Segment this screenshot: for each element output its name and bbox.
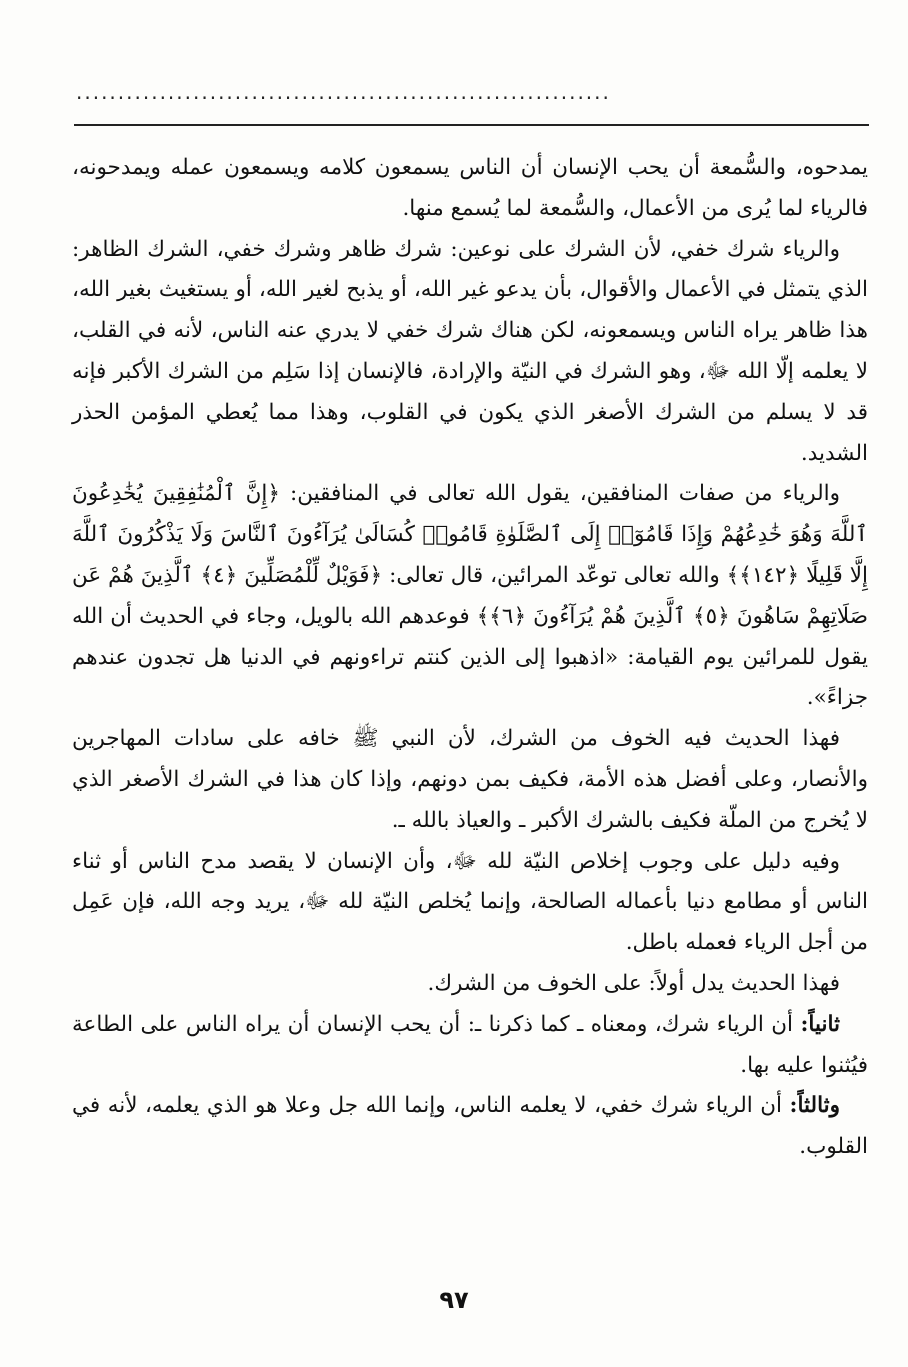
- paragraph-8: [72, 1086, 868, 1168]
- paragraph-4: فهذا الحديث فيه الخوف من الشرك، لأن النبي ﷺ خافه على سادات المهاجرين والأنصار، وعلى أفضل هذه الأمة، فكيف بمن دونهم، وإذا كان هذا في الشرك الأصغر الذي لا يُخرج من الملّة فكيف بالشرك الأكبر ـ والعياذ بالله ـ.: [72, 726, 868, 833]
- page-number: ٩٧: [439, 1286, 469, 1314]
- paragraph-7: [72, 1005, 868, 1087]
- paragraph-8-lead: وثالثاً:: [789, 1093, 840, 1119]
- paragraph-1: يمدحوه، والسُّمعة أن يحب الإنسان أن الناس يسمعون كلامه ويسمعون عمله ويمدحونه، فالرياء لما يُرى من الأعمال، والسُّمعة لما يُسمع منها.: [72, 155, 868, 221]
- paragraph-8-text: أن الرياء شرك خفي، لا يعلمه الناس، وإنما الله جل وعلا هو الذي يعلمه، لأنه في القلوب.: [72, 1093, 868, 1160]
- header-leader-dots: ................................................................: [76, 80, 611, 104]
- header-rule: [74, 124, 869, 126]
- paragraph-7-text: أن الرياء شرك، ومعناه ـ كما ذكرنا ـ: أن يحب الإنسان أن يراه الناس على الطاعة فيُثنوا عليه بها.: [72, 1011, 868, 1078]
- paragraph-3: والرياء من صفات المنافقين، يقول الله تعالى في المنافقين: ﴿إِنَّ ٱلْمُنَٰفِقِينَ يُخَٰدِعُونَ ٱللَّهَ وَهُوَ خَٰدِعُهُمْ وَإِذَا قَامُوٓا۟ إِلَى ٱلصَّلَوٰةِ قَامُوا۟ كُسَالَىٰ يُرَآءُونَ ٱلنَّاسَ وَلَا يَذْكُرُونَ ٱللَّهَ إِلَّا قَلِيلًا ﴿١٤٢﴾﴾ والله تعالى توعّد المرائين، قال تعالى: ﴿فَوَيْلٌ لِّلْمُصَلِّينَ ﴿٤﴾ ٱلَّذِينَ هُمْ عَن صَلَاتِهِمْ سَاهُونَ ﴿٥﴾ ٱلَّذِينَ هُمْ يُرَآءُونَ ﴿٦﴾﴾ فوعدهم الله بالويل، وجاء في الحديث أن الله يقول للمرائين يوم القيامة: «اذهبوا إلى الذين كنتم تراءونهم في الدنيا هل تجدون عندهم جزاءً».: [72, 481, 868, 711]
- main-text: [72, 148, 868, 1168]
- paragraph-2: والرياء شرك خفي، لأن الشرك على نوعين: شرك ظاهر وشرك خفي، الشرك الظاهر: الذي يتمثل في الأعمال والأقوال، بأن يدعو غير الله، أو يذبح لغير الله، أو يستغيث بغير الله، هذا ظاهر يراه الناس ويسمعونه، لكن هناك شرك خفي لا يدري عنه الناس، لأنه في القلب، لا يعلمه إلّا الله ﷻ، وهو الشرك في النيّة والإرادة، فالإنسان إذا سَلِم من الشرك الأكبر فإنه قد لا يسلم من الشرك الأصغر الذي يكون في القلوب، وهذا مما يُعطي المؤمن الحذر الشديد.: [72, 236, 868, 466]
- paragraph-5: وفيه دليل على وجوب إخلاص النيّة لله ﷻ، وأن الإنسان لا يقصد مدح الناس أو ثناء الناس أو مطامع دنيا بأعماله الصالحة، وإنما يُخلص النيّة لله ﷻ، يريد وجه الله، فإن عَمِل من أجل الرياء فعمله باطل.: [72, 848, 868, 956]
- paragraph-6: فهذا الحديث يدل أولاً: على الخوف من الشرك.: [427, 970, 840, 996]
- paragraph-7-lead: ثانياً:: [800, 1011, 840, 1037]
